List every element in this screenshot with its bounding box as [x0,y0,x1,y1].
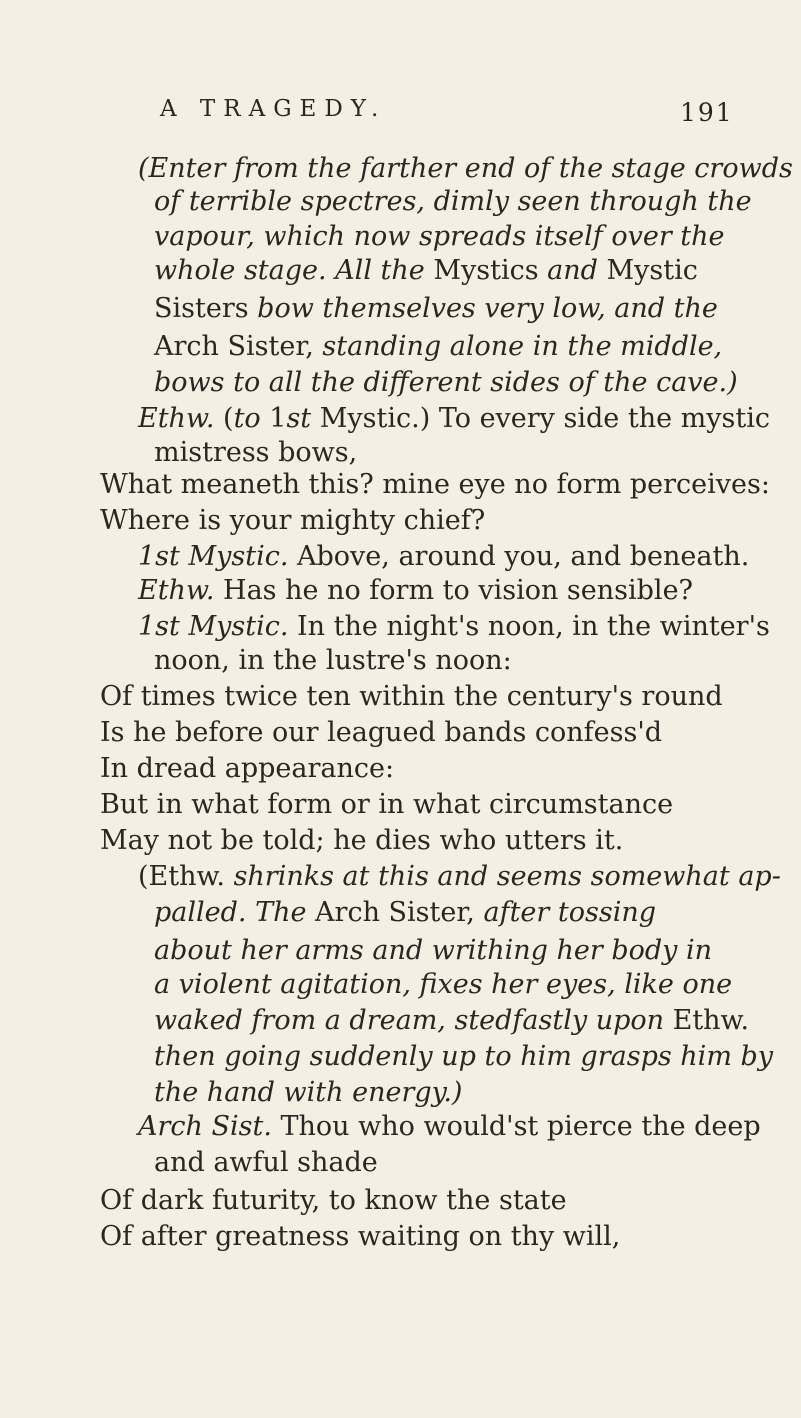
italic-text-segment: and [538,255,607,286]
running-title: A TRAGEDY. [160,96,387,122]
text-line [100,680,723,714]
text-line [100,1184,567,1218]
roman-text-segment: Mystics [433,255,539,286]
roman-text-segment: In the night's noon, in the winter's [288,611,770,642]
roman-text-segment: noon, in the lustre's noon: [154,645,512,676]
text-line [100,716,662,750]
roman-text-segment: Of dark futurity, to know the state [100,1185,567,1216]
italic-text-segment: palled. The [154,897,316,928]
italic-text-segment: then going suddenly up to him grasps him by [154,1041,774,1072]
italic-text-segment: about her arms and writhing her body in [154,935,713,966]
text-line [138,574,693,608]
text-line [154,436,357,470]
italic-text-segment: of terrible spectres, dimly seen through the [154,186,752,217]
text-line [138,1110,761,1144]
text-line [154,1004,749,1038]
text-line [138,860,781,894]
text-line [154,1146,378,1180]
italic-text-segment: Ethw. [138,575,215,606]
roman-text-segment: ( [214,403,234,434]
roman-text-segment: What meaneth this? mine eye no form perceives: [100,469,770,500]
roman-text-segment: Where is your mighty chief? [100,505,486,536]
roman-text-segment: Arch Sister, [315,897,475,928]
italic-text-segment: a violent agitation, fixes her eyes, like one [154,969,733,1000]
text-line [154,934,712,968]
page-number: 191 [680,98,734,127]
roman-text-segment: May not be told; he dies who utters it. [100,825,624,856]
text-line [154,1076,462,1110]
text-line [138,152,793,186]
text-line [154,330,722,364]
italic-text-segment: 1st Mystic. [138,541,289,572]
roman-text-segment: Ethw. [672,1005,750,1036]
roman-text-segment: (Ethw. [138,861,225,892]
italic-text-segment: whole stage. All the [154,255,434,286]
italic-text-segment: Ethw. [138,403,215,434]
italic-text-segment: to [233,403,261,434]
roman-text-segment: Of times twice ten within the century's round [100,681,723,712]
text-line [100,788,673,822]
text-line [100,752,394,786]
text-line [138,610,770,644]
text-line [154,254,698,288]
italic-text-segment: shrinks at this and seems somewhat ap- [224,861,781,892]
text-line [154,896,656,930]
italic-text-segment: bows to all the different sides of the cave.) [154,367,738,398]
text-line [154,1040,773,1074]
text-line [100,504,485,538]
roman-text-segment: But in what form or in what circumstance [100,789,674,820]
text-line [154,644,512,678]
roman-text-segment: and awful shade [154,1147,378,1178]
text-line [154,185,752,219]
roman-text-segment: mistress bows, [154,437,358,468]
text-line [138,540,749,574]
italic-text-segment: st [286,403,312,434]
italic-text-segment: vapour, which now spreads itself over the [154,221,725,252]
roman-text-segment: Above, around you, and beneath. [288,541,750,572]
text-line [154,292,718,326]
roman-text-segment: Is he before our leagued bands confess'd [100,717,663,748]
italic-text-segment: after tossing [474,897,657,928]
roman-text-segment: Thou who would'st pierce the deep [271,1111,761,1142]
roman-text-segment: Has he no form to vision sensible? [214,575,694,606]
roman-text-segment: Sisters [154,293,249,324]
roman-text-segment: Arch Sister, [154,331,314,362]
text-line [100,1220,620,1254]
italic-text-segment: the hand with energy.) [154,1077,463,1108]
italic-text-segment: bow themselves very low, and the [248,293,718,324]
text-line [154,220,725,254]
text-line [154,366,738,400]
text-line [100,468,770,502]
roman-text-segment: Mystic [606,255,698,286]
italic-text-segment: (Enter from the farther end of the stage crowds [138,153,793,184]
italic-text-segment: 1st Mystic. [138,611,289,642]
roman-text-segment: 1 [260,403,287,434]
italic-text-segment: waked from a dream, stedfastly upon [154,1005,673,1036]
italic-text-segment: Arch Sist. [138,1111,272,1142]
page-header [160,96,780,136]
text-line [138,402,770,436]
roman-text-segment: In dread appearance: [100,753,395,784]
text-line [154,968,732,1002]
roman-text-segment: Of after greatness waiting on thy will, [100,1221,621,1252]
roman-text-segment: Mystic.) To every side the mystic [311,403,770,434]
text-line [100,824,623,858]
italic-text-segment: standing alone in the middle, [313,331,723,362]
